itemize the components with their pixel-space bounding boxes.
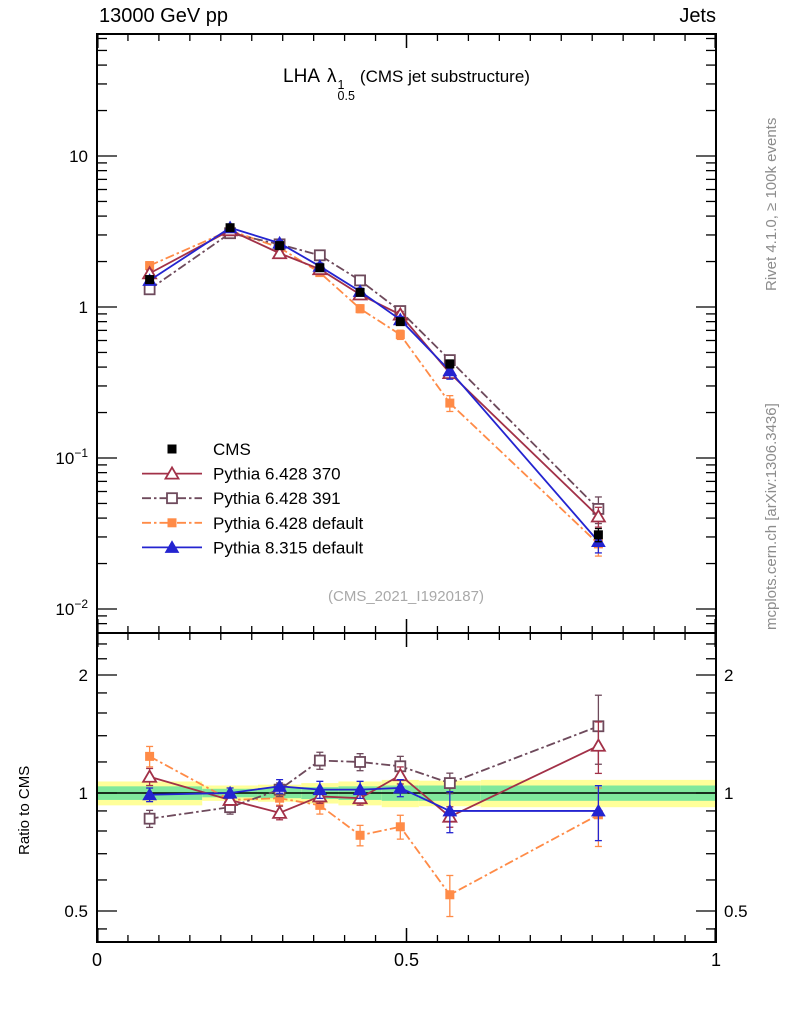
- marker-square-open: [445, 778, 455, 788]
- legend: [142, 440, 364, 557]
- ratio-axis-title: Ratio to CMS: [16, 765, 33, 855]
- y-tick-label: $10^{-2}$: [55, 597, 88, 619]
- marker-square-filled: [168, 518, 177, 527]
- main-panel-frame: [97, 34, 716, 633]
- marker-square-filled: [356, 831, 365, 840]
- marker-triangle-open: [143, 771, 156, 782]
- marker-square-open: [145, 814, 155, 824]
- title-observable: LHA: [283, 66, 321, 87]
- x-tick-label: 1: [710, 950, 722, 970]
- legend-label: Pythia 6.428 370: [213, 464, 341, 484]
- series-ratio: [145, 695, 604, 827]
- axis-tick-labels: [55, 147, 747, 970]
- marker-square-filled: [445, 399, 454, 408]
- legend-label: CMS: [213, 440, 251, 459]
- marker-square-filled: [315, 263, 324, 272]
- ratio-tick-label-left: 0.5: [64, 902, 88, 921]
- marker-square-filled: [356, 304, 365, 313]
- marker-square-filled: [445, 890, 454, 899]
- ratio-tick-label-right: 2: [724, 666, 734, 685]
- marker-square-filled: [396, 330, 405, 339]
- legend-item-3: [142, 514, 364, 533]
- y-tick-label: 10: [69, 147, 88, 166]
- x-tick-label: 0: [91, 950, 103, 970]
- beam-energy-label: 13000 GeV pp: [99, 5, 228, 27]
- marker-triangle-open: [592, 740, 605, 751]
- ratio-tick-label-right: 0.5: [724, 902, 748, 921]
- marker-square-open: [167, 493, 177, 503]
- marker-square-open: [315, 756, 325, 766]
- series-ratio: [145, 746, 603, 916]
- ratio-tick-label-left: 2: [78, 666, 88, 685]
- marker-square-filled: [145, 752, 154, 761]
- ratio-tick-label-left: 1: [78, 784, 88, 803]
- plot-title: [97, 66, 716, 102]
- marker-square-filled: [356, 288, 365, 297]
- title-lambda-symbol: λ: [327, 66, 337, 87]
- legend-item-0: [168, 440, 251, 459]
- marker-square-open: [355, 757, 365, 767]
- marker-square-open: [355, 275, 365, 285]
- marker-square-filled: [594, 530, 603, 539]
- marker-square-open: [315, 250, 325, 260]
- title-subscript: 0.5: [337, 89, 355, 103]
- legend-item-4: [142, 538, 364, 557]
- legend-label: Pythia 6.428 default: [213, 513, 364, 533]
- analysis-id-watermark: (CMS_2021_I1920187): [328, 588, 484, 605]
- analysis-group-label: Jets: [679, 5, 716, 27]
- marker-square-filled: [396, 317, 405, 326]
- title-superscript: 1: [337, 78, 345, 92]
- title-lambda-indices: [338, 80, 355, 102]
- y-tick-label: 1: [78, 298, 88, 317]
- marker-square-filled: [445, 359, 454, 368]
- title-suffix: (CMS jet substructure): [359, 67, 530, 86]
- chart-root: [55, 34, 747, 970]
- mcplots-arxiv-label: mcplots.cern.ch [arXiv:1306.3436]: [763, 403, 780, 630]
- legend-label: Pythia 8.315 default: [213, 538, 364, 558]
- marker-square-filled: [275, 241, 284, 250]
- ratio-tick-label-right: 1: [724, 784, 734, 803]
- x-tick-label: 0.5: [393, 950, 420, 970]
- legend-item-2: [142, 489, 341, 508]
- marker-square-filled: [226, 223, 235, 232]
- marker-square-filled: [396, 822, 405, 831]
- marker-square-filled: [168, 445, 177, 454]
- y-tick-label: $10^{-1}$: [55, 446, 88, 468]
- legend-label: Pythia 6.428 391: [213, 489, 341, 509]
- rivet-version-label: Rivet 4.1.0, ≥ 100k events: [763, 117, 780, 291]
- legend-item-1: [142, 465, 341, 484]
- marker-square-filled: [145, 275, 154, 284]
